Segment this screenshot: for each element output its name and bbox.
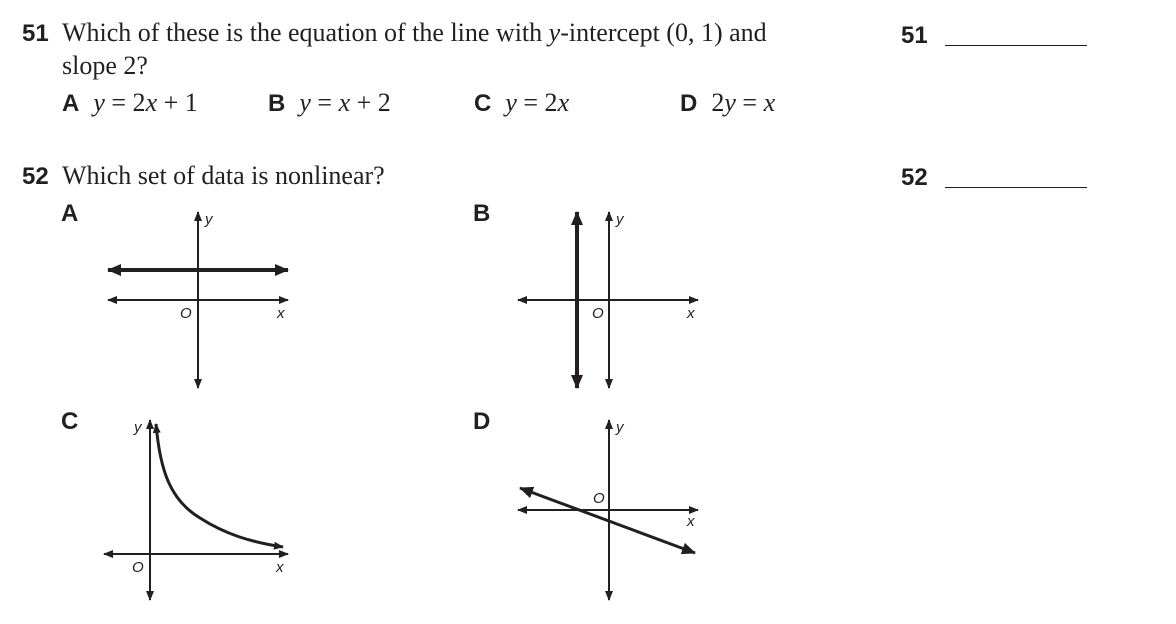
question-52-number: 52 <box>22 163 49 190</box>
graph-a-letter[interactable]: A <box>61 200 79 227</box>
graph-c[interactable] <box>104 419 288 600</box>
choice-equation: y = 2x + 1 <box>93 88 198 117</box>
graph-a[interactable] <box>108 211 288 388</box>
graph-a-x-label: x <box>277 305 285 322</box>
choice-letter: B <box>268 90 286 117</box>
graph-a-y-label: y <box>205 211 213 228</box>
choice-letter: D <box>680 90 698 117</box>
choice-equation: y = x + 2 <box>299 88 391 117</box>
choice-equation: 2y = x <box>711 88 776 117</box>
graph-b-y-label: y <box>616 211 624 228</box>
question-52-text: Which set of data is nonlinear? <box>62 161 385 190</box>
choice-letter: C <box>474 90 492 117</box>
graph-c-x-label: x <box>276 559 284 576</box>
graph-c-origin-label: O <box>132 559 144 576</box>
question-51-text-var: y <box>548 18 561 47</box>
question-51-text-post: -intercept (0, 1) and <box>560 18 767 47</box>
graph-d-origin-label: O <box>593 490 605 507</box>
answer-51-label: 51 <box>901 22 928 49</box>
graph-d-letter[interactable]: D <box>473 408 491 435</box>
graph-c-letter[interactable]: C <box>61 408 79 435</box>
graph-b-x-label: x <box>687 305 695 322</box>
graph-d-y-label: y <box>616 419 624 436</box>
graph-d-decreasing-line <box>520 488 695 553</box>
graph-b-origin-label: O <box>592 305 604 322</box>
answer-52-label: 52 <box>901 164 928 191</box>
graph-c-y-label: y <box>134 419 142 436</box>
graph-d[interactable] <box>518 419 698 600</box>
graph-b[interactable] <box>518 211 698 388</box>
question-51-text-line2: slope 2? <box>62 51 148 80</box>
graph-a-origin-label: O <box>180 305 192 322</box>
graph-d-x-label: x <box>687 513 695 530</box>
choice-equation: y = 2x <box>505 88 570 117</box>
graph-b-letter[interactable]: B <box>473 200 491 227</box>
graph-c-curve <box>156 424 283 547</box>
question-51-text-pre: Which of these is the equation of the line with <box>62 18 549 47</box>
question-51-number: 51 <box>22 20 49 47</box>
choice-letter: A <box>62 90 80 117</box>
